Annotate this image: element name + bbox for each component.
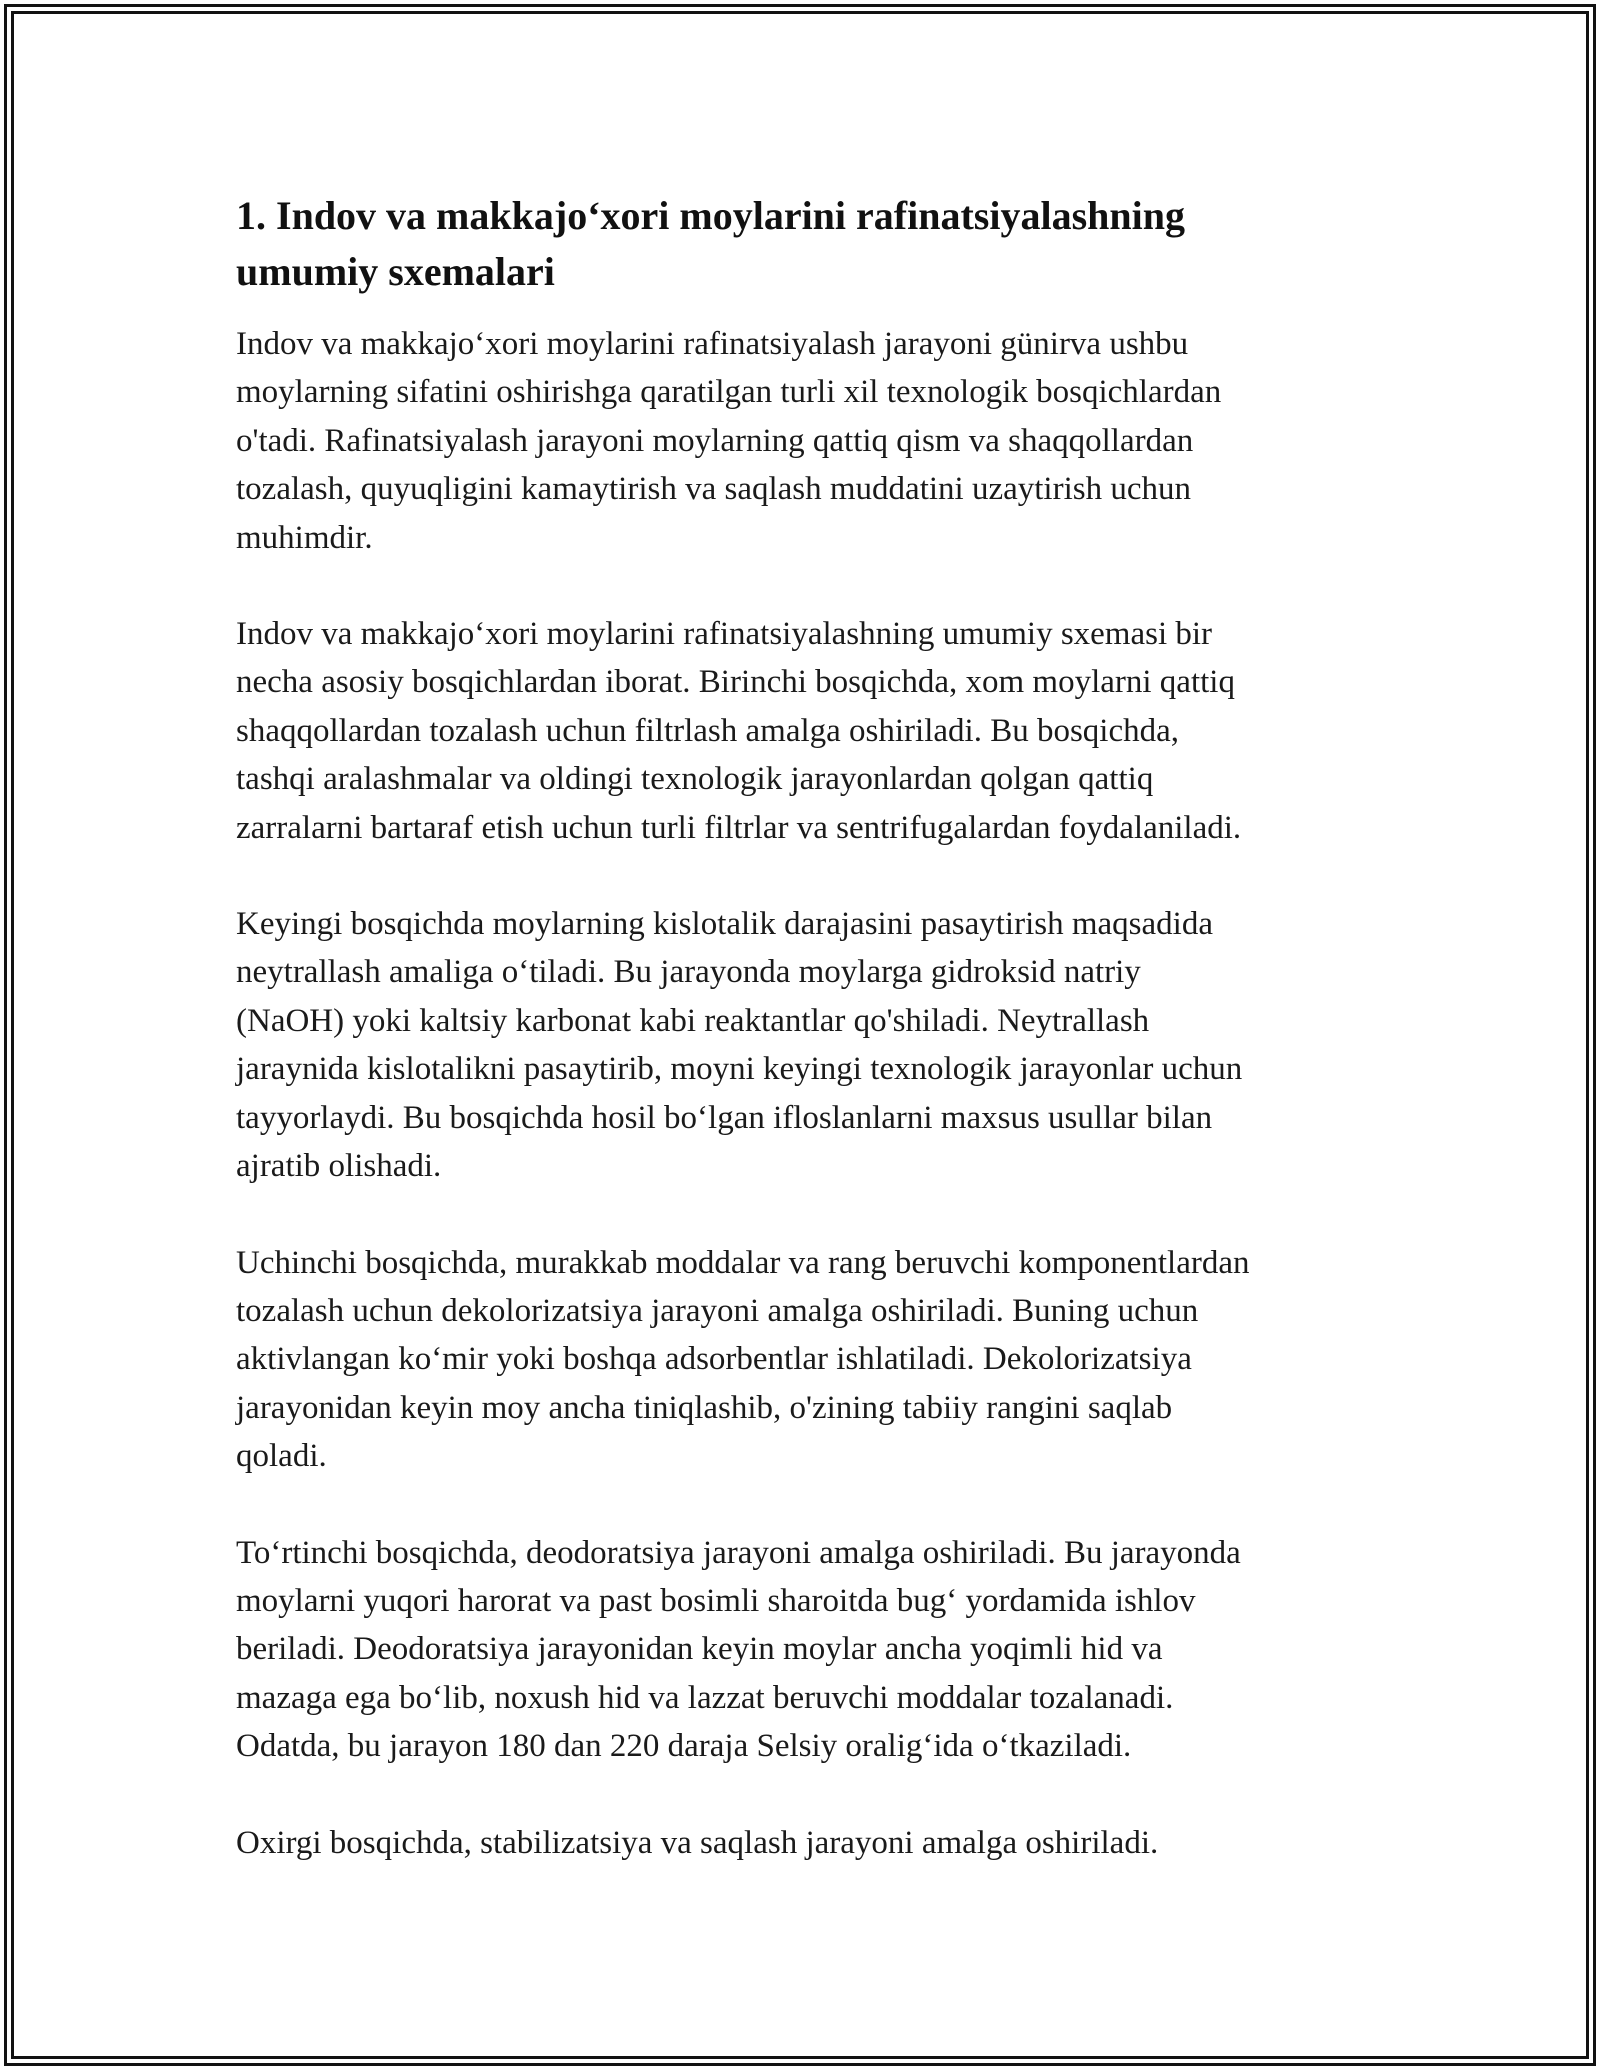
document-body <box>236 188 1386 1867</box>
text-line: shaqqollardan tozalash uchun filtrlash amalga oshiriladi. Bu bosqichda, <box>236 712 1180 749</box>
text-line: (NaOH) yoki kaltsiy karbonat kabi reaktantlar qo'shiladi. Neytrallash <box>236 1002 1150 1039</box>
text-line: Oxirgi bosqichda, stabilizatsiya va saqlash jarayoni amalga oshiriladi. <box>236 1824 1159 1861</box>
text-line: Uchinchi bosqichda, murakkab moddalar va rang beruvchi komponentlardan <box>236 1244 1250 1281</box>
text-line: tashqi aralashmalar va oldingi texnologik jarayonlardan qolgan qattiq <box>236 761 1154 798</box>
paragraph-stabilization <box>236 1819 1386 1867</box>
text-line: o'tadi. Rafinatsiyalash jarayoni moylarning qattiq qism va shaqqollardan <box>236 422 1194 459</box>
text-line: tayyorlaydi. Bu bosqichda hosil bo‘lgan ifloslanlarni maxsus usullar bilan <box>236 1099 1213 1136</box>
heading-line: umumiy sxemalari <box>236 249 555 294</box>
text-line: Indov va makkajo‘xori moylarini rafinatsiyalashning umumiy sxemasi bir <box>236 616 1213 653</box>
paragraph-intro <box>236 320 1386 562</box>
text-line: tozalash, quyuqligini kamaytirish va saqlash muddatini uzaytirish uchun <box>236 471 1191 508</box>
text-line: To‘rtinchi bosqichda, deodoratsiya jarayoni amalga oshiriladi. Bu jarayonda <box>236 1534 1241 1571</box>
text-line: qoladi. <box>236 1438 327 1475</box>
text-line: jarayonidan keyin moy ancha tiniqlashib, o'zining tabiiy rangini saqlab <box>236 1389 1173 1426</box>
text-line: mazaga ega bo‘lib, noxush hid va lazzat beruvchi moddalar tozalanadi. <box>236 1679 1174 1716</box>
text-line: Indov va makkajo‘xori moylarini rafinatsiyalash jarayoni günirva ushbu <box>236 326 1189 362</box>
text-line: moylarning sifatini oshirishga qaratilgan turli xil texnologik bosqichlardan <box>236 374 1222 411</box>
text-line: moylarni yuqori harorat va past bosimli sharoitda bug‘ yordamida ishlov <box>236 1582 1196 1619</box>
text-line: aktivlangan ko‘mir yoki boshqa adsorbentlar ishlatiladi. Dekolorizatsiya <box>236 1341 1192 1378</box>
text-line: beriladi. Deodoratsiya jarayonidan keyin moylar ancha yoqimli hid va <box>236 1631 1163 1668</box>
paragraph-filtration <box>236 610 1386 852</box>
paragraph-neutralization <box>236 900 1386 1190</box>
text-line: jaraynida kislotalikni pasaytirib, moyni keyingi texnologik jarayonlar uchun <box>236 1051 1243 1088</box>
text-line: necha asosiy bosqichlardan iborat. Birinchi bosqichda, xom moylarni qattiq <box>236 664 1235 701</box>
text-line: neytrallash amaliga o‘tiladi. Bu jarayonda moylarga gidroksid natriy <box>236 954 1141 991</box>
text-line: tozalash uchun dekolorizatsiya jarayoni amalga oshiriladi. Buning uchun <box>236 1292 1199 1329</box>
text-line: zarralarni bartaraf etish uchun turli filtrlar va sentrifugalardan foydalaniladi. <box>236 809 1242 846</box>
heading-line: 1. Indov va makkajo‘xori moylarini rafinatsiyalashning <box>236 193 1186 238</box>
section-heading <box>236 188 1386 300</box>
text-line: muhimdir. <box>236 519 373 556</box>
paragraph-deodorization <box>236 1529 1386 1771</box>
paragraph-decolorization <box>236 1239 1386 1481</box>
text-line: Odatda, bu jarayon 180 dan 220 daraja Selsiy oralig‘ida o‘tkaziladi. <box>236 1728 1132 1765</box>
text-line: Keyingi bosqichda moylarning kislotalik darajasini pasaytirish maqsadida <box>236 906 1213 943</box>
text-line: ajratib olishadi. <box>236 1148 442 1185</box>
